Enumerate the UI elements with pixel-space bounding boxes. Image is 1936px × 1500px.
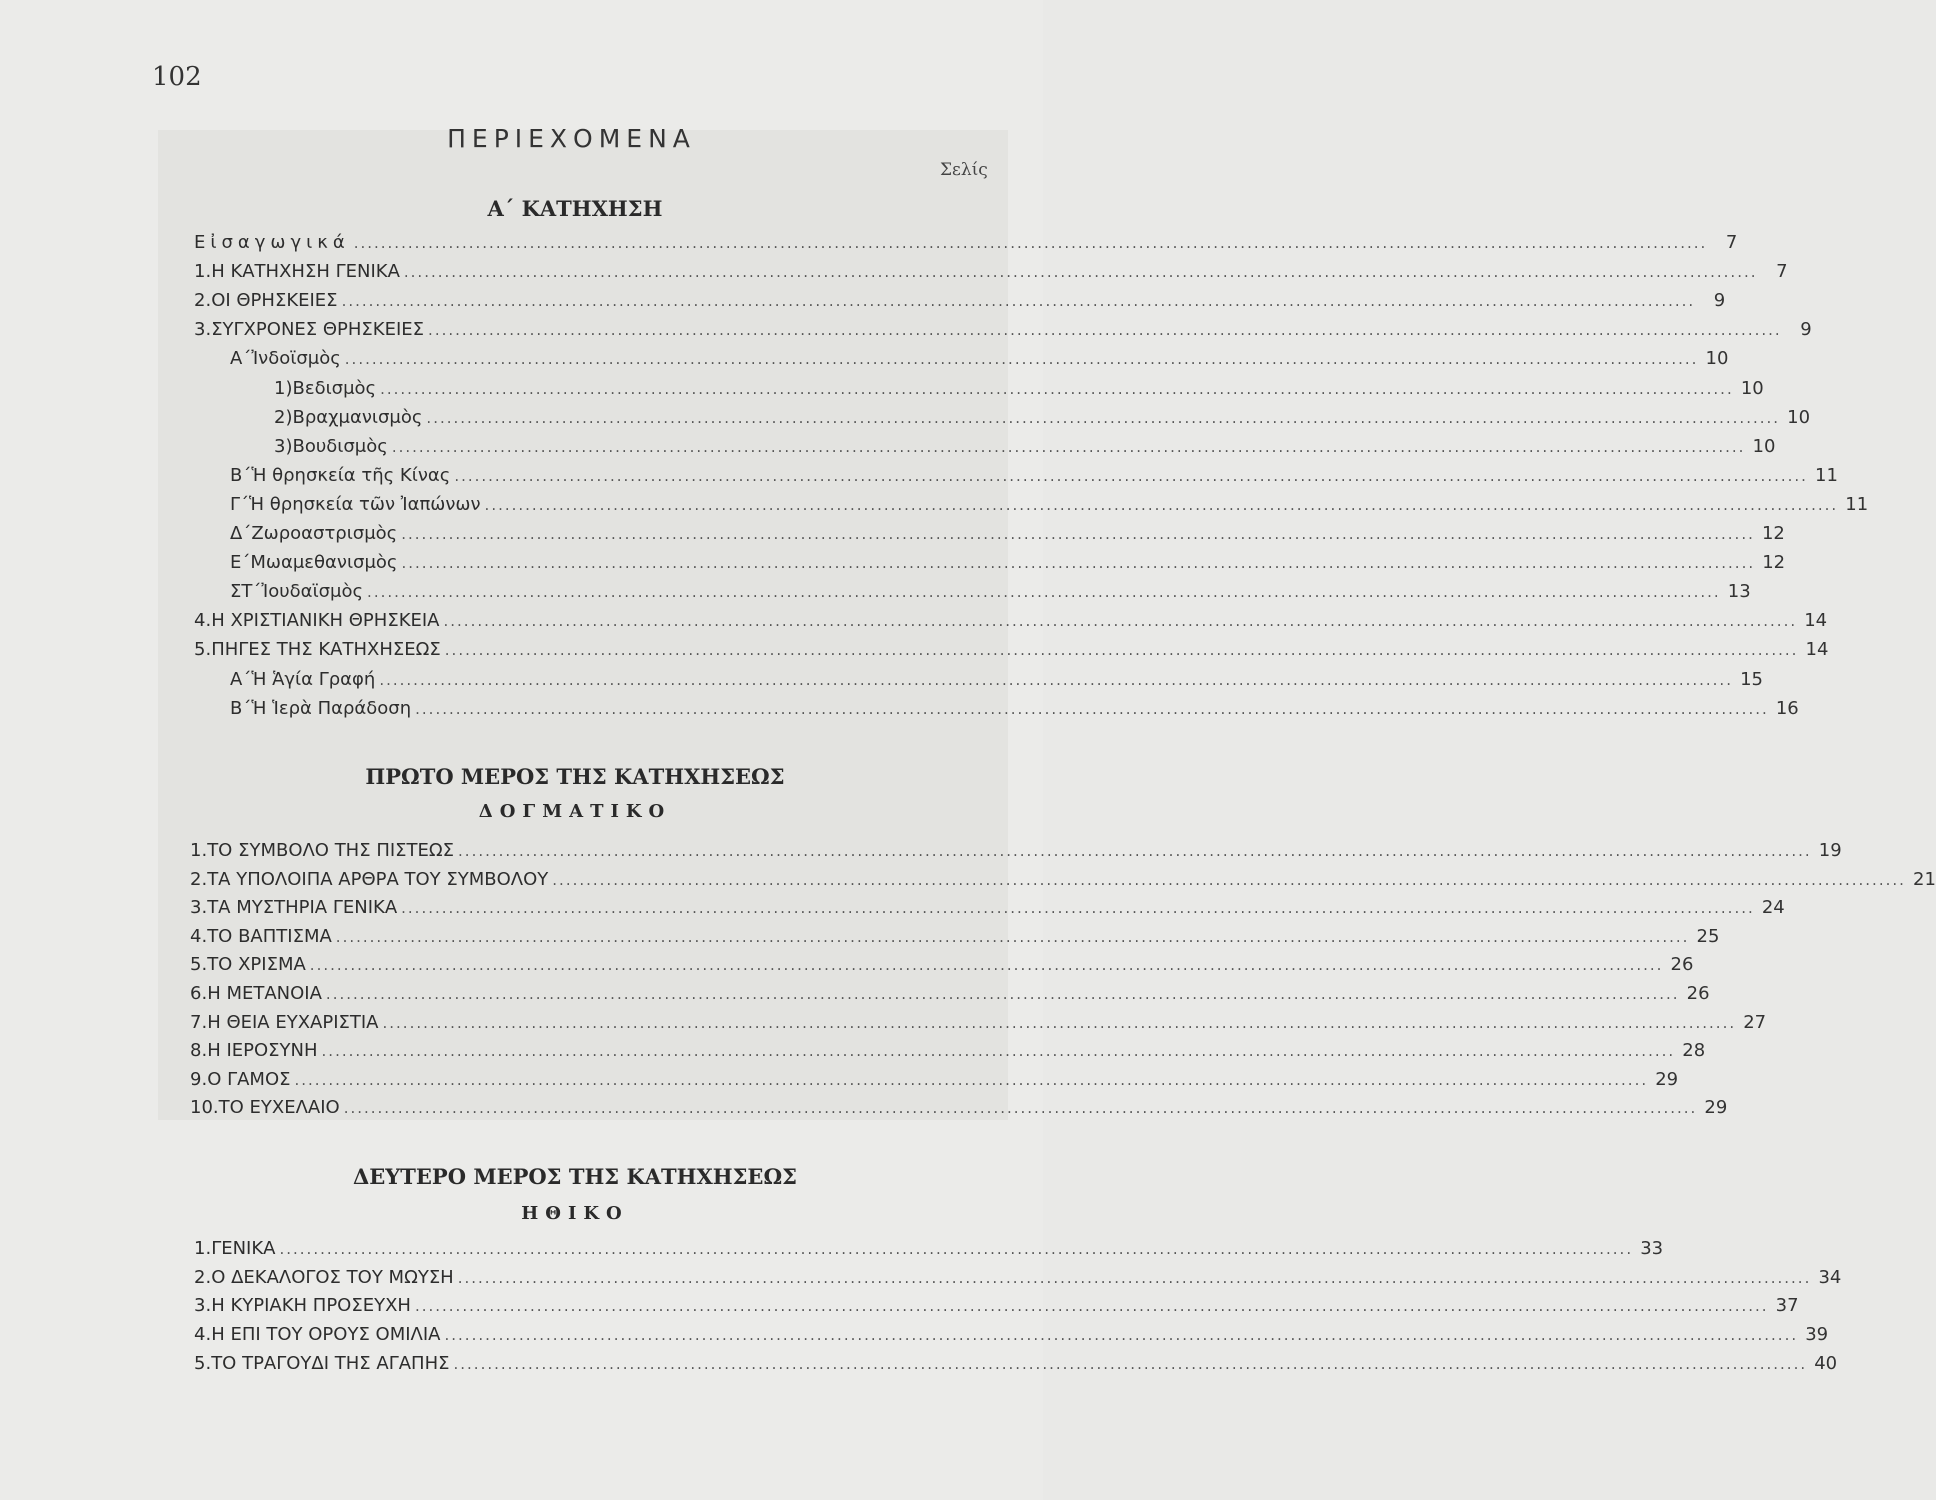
toc-entry-number: Β΄ (230, 465, 252, 486)
section-heading: ΠΡΩΤΟ ΜΕΡΟΣ ΤΗΣ ΚΑΤΗΧΗΣΕΩΣ (365, 764, 785, 789)
dot-leader: ........................................................................................................................................................................................................ (415, 700, 1769, 718)
toc-entry (230, 552, 1786, 580)
toc-entry-title: Βεδισμὸς (292, 378, 377, 399)
toc-entry (190, 1040, 1706, 1068)
toc-entry (230, 523, 1785, 551)
toc-entry-page: 7 (1725, 232, 1738, 253)
page-title: ΠΕΡΙΕΧΟΜΕΝΑ (447, 124, 696, 153)
dot-leader: ........................................................................................................................................................................................................ (454, 467, 1808, 485)
toc-entry-page: 10 (1752, 436, 1776, 457)
toc-entry-title: ΤΑ ΥΠΟΛΟΙΠΑ ΑΡΘΡΑ ΤΟΥ ΣΥΜΒΟΛΟΥ (207, 869, 549, 890)
toc-entry-title: Η ΘΕΙΑ ΕΥΧΑΡΙΣΤΙΑ (207, 1012, 379, 1033)
page-column-label: Σελίς (940, 160, 988, 180)
toc-entry-title: Ο ΓΑΜΟΣ (207, 1069, 291, 1090)
dot-leader: ........................................................................................................................................................................................................ (401, 899, 1755, 917)
dot-leader: ........................................................................................................................................................................................................ (458, 842, 1812, 860)
dot-leader: ........................................................................................................................................................................................................ (428, 321, 1782, 339)
dot-leader: ........................................................................................................................................................................................................ (382, 1014, 1737, 1032)
toc-entry (194, 1267, 1842, 1295)
section-subheading: ΔΟΓΜΑΤΙΚΟ (478, 801, 672, 822)
toc-entry (190, 954, 1694, 982)
toc-entry (230, 581, 1751, 609)
dot-leader: ........................................................................................................................................................................................................ (444, 641, 1799, 659)
toc-entry (190, 897, 1785, 925)
toc-entry-title: Η ΙΕΡΟΣΥΝΗ (207, 1040, 318, 1061)
dot-leader: ........................................................................................................................................................................................................ (294, 1071, 1649, 1089)
dot-leader: ........................................................................................................................................................................................................ (443, 612, 1798, 630)
dot-leader: ........................................................................................................................................................................................................ (414, 1297, 1769, 1315)
toc-entry-page: 13 (1727, 581, 1751, 602)
toc-entry-page: 11 (1815, 465, 1838, 486)
toc-entry-number: Γ΄ (230, 494, 250, 515)
dot-leader: ........................................................................................................................................................................................................ (344, 350, 1699, 368)
toc-entry (190, 869, 1936, 897)
dot-leader: ........................................................................................................................................................................................................ (484, 496, 1839, 514)
toc-entry-number: Ε΄ (230, 552, 251, 573)
toc-entry-page: 40 (1814, 1353, 1838, 1374)
dot-leader: ........................................................................................................................................................................................................ (325, 985, 1680, 1003)
toc-entry-page: 24 (1761, 897, 1785, 918)
toc-entry-page: 12 (1761, 523, 1785, 544)
dot-leader: ........................................................................................................................................................................................................ (391, 438, 1746, 456)
toc-entry-number: 3. (194, 1295, 212, 1316)
toc-entry (194, 610, 1828, 638)
toc-entry-number: 2. (190, 869, 208, 890)
toc-entry-page: 29 (1655, 1069, 1679, 1090)
toc-entry-title: ΤΟ ΧΡΙΣΜΑ (207, 954, 306, 975)
toc-entry-title: ΤΟ ΤΡΑΓΟΥΔΙ ΤΗΣ ΑΓΑΠΗΣ (211, 1353, 450, 1374)
dot-leader: ........................................................................................................................................................................................................ (279, 1240, 1634, 1258)
toc-entry-title: Η ΕΠΙ ΤΟΥ ΟΡΟΥΣ ΟΜΙΛΙΑ (211, 1324, 441, 1345)
toc-entry-page: 9 (1713, 290, 1726, 311)
toc-entry-page: 11 (1845, 494, 1869, 515)
toc-entry-number: 5. (194, 639, 212, 660)
section-subheading: ΗΘΙΚΟ (521, 1203, 629, 1224)
toc-entry-page: 37 (1775, 1295, 1799, 1316)
toc-entry-number: Β΄ (230, 698, 252, 719)
toc-entry-title: ΠΗΓΕΣ ΤΗΣ ΚΑΤΗΧΗΣΕΩΣ (211, 639, 441, 660)
toc-entry-page: 7 (1776, 261, 1788, 282)
dot-leader: ........................................................................................................................................................................................................ (380, 380, 1734, 398)
toc-entry-number: 2. (194, 290, 212, 311)
toc-entry-title: Ἡ θρησκεία τῆς Κίνας (251, 465, 451, 486)
toc-entry-number: 6. (190, 983, 208, 1004)
toc-entry-page: 10 (1705, 348, 1729, 369)
toc-entry (230, 669, 1763, 697)
dot-leader: ........................................................................................................................................................................................................ (309, 956, 1664, 974)
toc-entry-number: 5. (190, 954, 208, 975)
toc-entry (194, 1324, 1829, 1352)
toc-entry-page: 16 (1775, 698, 1799, 719)
toc-entry-page: 34 (1818, 1267, 1842, 1288)
toc-entry-number: 4. (194, 1324, 212, 1345)
toc-entry-page: 26 (1686, 983, 1710, 1004)
toc-entry-number: 5. (194, 1353, 212, 1374)
toc-entry-title: Ζωροαστρισμὸς (251, 523, 398, 544)
toc-entry (194, 232, 1738, 260)
dot-leader: ........................................................................................................................................................................................................ (353, 234, 1708, 252)
toc-entry (274, 407, 1811, 435)
dot-leader: ........................................................................................................................................................................................................ (457, 1269, 1812, 1287)
toc-entry-number: 1. (190, 840, 208, 861)
toc-entry (230, 348, 1729, 376)
toc-entry-number: 1. (194, 261, 212, 282)
toc-entry-title: ΟΙ ΘΡΗΣΚΕΙΕΣ (211, 290, 338, 311)
toc-entry (194, 639, 1829, 667)
toc-entry (194, 1295, 1799, 1323)
toc-entry-page: 28 (1682, 1040, 1706, 1061)
toc-entry-number: Α΄ (230, 669, 252, 690)
dot-leader: ........................................................................................................................................................................................................ (379, 671, 1733, 689)
toc-entry (190, 926, 1720, 954)
toc-entry-title: ΤΟ ΒΑΠΤΙΣΜΑ (207, 926, 332, 947)
toc-entry-page: 10 (1787, 407, 1811, 428)
toc-entry-title: ΤΟ ΣΥΜΒΟΛΟ ΤΗΣ ΠΙΣΤΕΩΣ (207, 840, 455, 861)
toc-entry-number: ΣΤ΄ (230, 581, 262, 602)
dot-leader: ........................................................................................................................................................................................................ (401, 554, 1756, 572)
toc-entry-page: 14 (1805, 639, 1829, 660)
toc-entry-page: 26 (1670, 954, 1694, 975)
page-number: 102 (152, 62, 202, 92)
toc-entry-title: ΓΕΝΙΚΑ (211, 1238, 276, 1259)
toc-entry-page: 12 (1762, 552, 1786, 573)
toc-entry-title: Ἰνδοϊσμὸς (251, 348, 341, 369)
dot-leader: ........................................................................................................................................................................................................ (335, 928, 1690, 946)
toc-entry-number: 8. (190, 1040, 208, 1061)
toc-entry-title: Μωαμεθανισμὸς (250, 552, 398, 573)
dot-leader: ........................................................................................................................................................................................................ (367, 583, 1721, 601)
toc-entry-title: Η ΚΑΤΗΧΗΣΗ ΓΕΝΙΚΑ (211, 261, 400, 282)
toc-entry-page: 39 (1805, 1324, 1829, 1345)
toc-entry (230, 698, 1799, 726)
toc-entry (190, 840, 1842, 868)
dot-leader: ........................................................................................................................................................................................................ (444, 1326, 1799, 1344)
toc-entry (190, 1097, 1728, 1125)
toc-entry (194, 261, 1788, 289)
toc-entry (194, 1353, 1838, 1381)
toc-entry-number: 3. (194, 319, 212, 340)
toc-entry (194, 319, 1812, 347)
toc-entry-number: 4. (190, 926, 208, 947)
toc-entry-title: ΣΥΓΧΡΟΝΕΣ ΘΡΗΣΚΕΙΕΣ (211, 319, 425, 340)
toc-entry (274, 378, 1764, 406)
toc-entry-title: Εἰσαγωγικά (194, 232, 350, 253)
toc-entry-number: 3) (274, 436, 293, 457)
dot-leader: ........................................................................................................................................................................................................ (403, 263, 1758, 281)
toc-entry (194, 1238, 1664, 1266)
toc-entry-page: 9 (1800, 319, 1812, 340)
toc-entry-page: 19 (1818, 840, 1842, 861)
toc-entry-title: ΤΟ ΕΥΧΕΛΑΙΟ (218, 1097, 340, 1118)
toc-entry-title: Ἡ θρησκεία τῶν Ἰαπώνων (249, 494, 481, 515)
toc-entry-title: Η ΚΥΡΙΑΚΗ ΠΡΟΣΕΥΧΗ (211, 1295, 411, 1316)
dot-leader: ........................................................................................................................................................................................................ (343, 1099, 1698, 1117)
toc-entry-number: 2. (194, 1267, 212, 1288)
dot-leader: ........................................................................................................................................................................................................ (453, 1355, 1808, 1373)
toc-entry (274, 436, 1776, 464)
toc-entry-title: ΤΑ ΜΥΣΤΗΡΙΑ ΓΕΝΙΚΑ (207, 897, 398, 918)
toc-entry-number: 7. (190, 1012, 208, 1033)
toc-entry-title: Ἰουδαϊσμὸς (261, 581, 364, 602)
toc-entry-number: 10. (190, 1097, 219, 1118)
toc-entry-number: 4. (194, 610, 212, 631)
toc-entry-number: 2) (274, 407, 293, 428)
toc-entry-page: 21 (1913, 869, 1936, 890)
toc-entry (190, 983, 1710, 1011)
toc-entry-page: 25 (1696, 926, 1720, 947)
toc-entry-title: Βραχμανισμὸς (292, 407, 423, 428)
dot-leader: ........................................................................................................................................................................................................ (401, 525, 1755, 543)
toc-entry-number: 3. (190, 897, 208, 918)
toc-entry-title: Η ΧΡΙΣΤΙΑΝΙΚΗ ΘΡΗΣΚΕΙΑ (211, 610, 440, 631)
section-heading: Α΄ ΚΑΤΗΧΗΣΗ (487, 196, 663, 221)
toc-entry-number: Δ΄ (230, 523, 252, 544)
dot-leader: ........................................................................................................................................................................................................ (426, 409, 1781, 427)
toc-entry-page: 10 (1740, 378, 1764, 399)
toc-entry (194, 290, 1726, 318)
toc-entry-page: 15 (1740, 669, 1763, 690)
toc-entry-number: 1. (194, 1238, 212, 1259)
toc-entry (190, 1069, 1679, 1097)
dot-leader: ........................................................................................................................................................................................................ (341, 292, 1696, 310)
toc-entry-page: 33 (1640, 1238, 1664, 1259)
toc-entry-title: Η ΜΕΤΑΝΟΙΑ (207, 983, 322, 1004)
toc-entry-number: Α΄ (230, 348, 252, 369)
toc-entry-title: Ο ΔΕΚΑΛΟΓΟΣ ΤΟΥ ΜΩΥΣΗ (211, 1267, 454, 1288)
dot-leader: ........................................................................................................................................................................................................ (321, 1042, 1676, 1060)
section-heading: ΔΕΥΤΕΡΟ ΜΕΡΟΣ ΤΗΣ ΚΑΤΗΧΗΣΕΩΣ (353, 1164, 797, 1189)
toc-entry-number: 1) (274, 378, 293, 399)
toc-entry (230, 465, 1838, 493)
toc-entry-page: 14 (1804, 610, 1828, 631)
toc-entry (230, 494, 1869, 522)
toc-entry-page: 27 (1743, 1012, 1767, 1033)
toc-entry-title: Βουδισμὸς (292, 436, 388, 457)
dot-leader: ........................................................................................................................................................................................................ (552, 871, 1906, 889)
toc-entry-title: Ἡ Ἁγία Γραφή (251, 669, 376, 690)
toc-entry-page: 29 (1704, 1097, 1728, 1118)
toc-entry (190, 1012, 1767, 1040)
toc-entry-number: 9. (190, 1069, 208, 1090)
toc-entry-title: Ἡ Ἱερὰ Παράδοση (251, 698, 412, 719)
